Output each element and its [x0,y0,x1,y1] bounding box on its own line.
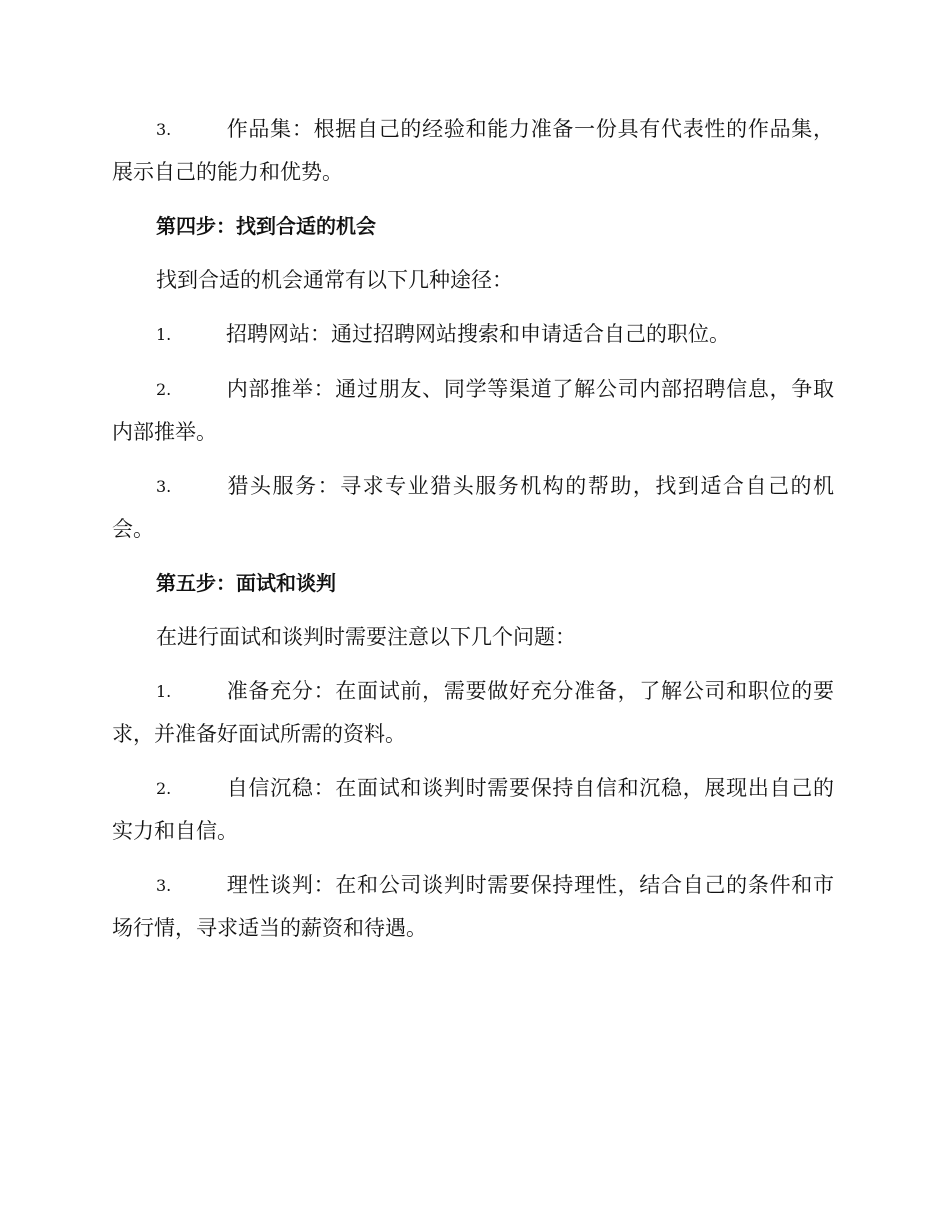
list-item-negotiation [112,864,834,949]
list-item-text: 作品集：根据自己的经验和能力准备一份具有代表性的作品集，展示自己的能力和优势。 [112,117,834,184]
list-number: 3. [156,477,172,496]
list-item-job-sites [112,313,834,356]
list-item-preparation [112,670,834,755]
list-number: 1. [156,325,172,344]
list-item-confidence [112,767,834,852]
section-intro-paragraph: 找到合适的机会通常有以下几种途径： [156,268,513,292]
list-number: 1. [156,682,172,701]
list-item-internal-referral [112,368,834,453]
section-intro-paragraph: 在进行面试和谈判时需要注意以下几个问题： [156,625,576,649]
section-heading-step-four: 第四步：找到合适的机会 [156,214,376,238]
list-item-headhunter [112,465,834,550]
list-number: 3. [156,120,172,139]
list-item-text: 自信沉稳：在面试和谈判时需要保持自信和沉稳，展现出自己的实力和自信。 [112,776,834,843]
list-number: 2. [156,779,172,798]
list-item-text: 猎头服务：寻求专业猎头服务机构的帮助，找到适合自己的机会。 [112,474,834,541]
list-item-text: 理性谈判：在和公司谈判时需要保持理性，结合自己的条件和市场行情，寻求适当的薪资和待遇。 [112,873,834,940]
list-number: 2. [156,380,172,399]
document-body [112,108,834,961]
list-item-text: 内部推举：通过朋友、同学等渠道了解公司内部招聘信息，争取内部推举。 [112,377,834,444]
section-heading-step-five: 第五步：面试和谈判 [156,571,336,595]
list-number: 3. [156,876,172,895]
list-item-text: 准备充分：在面试前，需要做好充分准备，了解公司和职位的要求，并准备好面试所需的资料。 [112,679,834,746]
list-item-text: 招聘网站：通过招聘网站搜索和申请适合自己的职位。 [226,322,730,346]
list-item-portfolio [112,108,834,193]
